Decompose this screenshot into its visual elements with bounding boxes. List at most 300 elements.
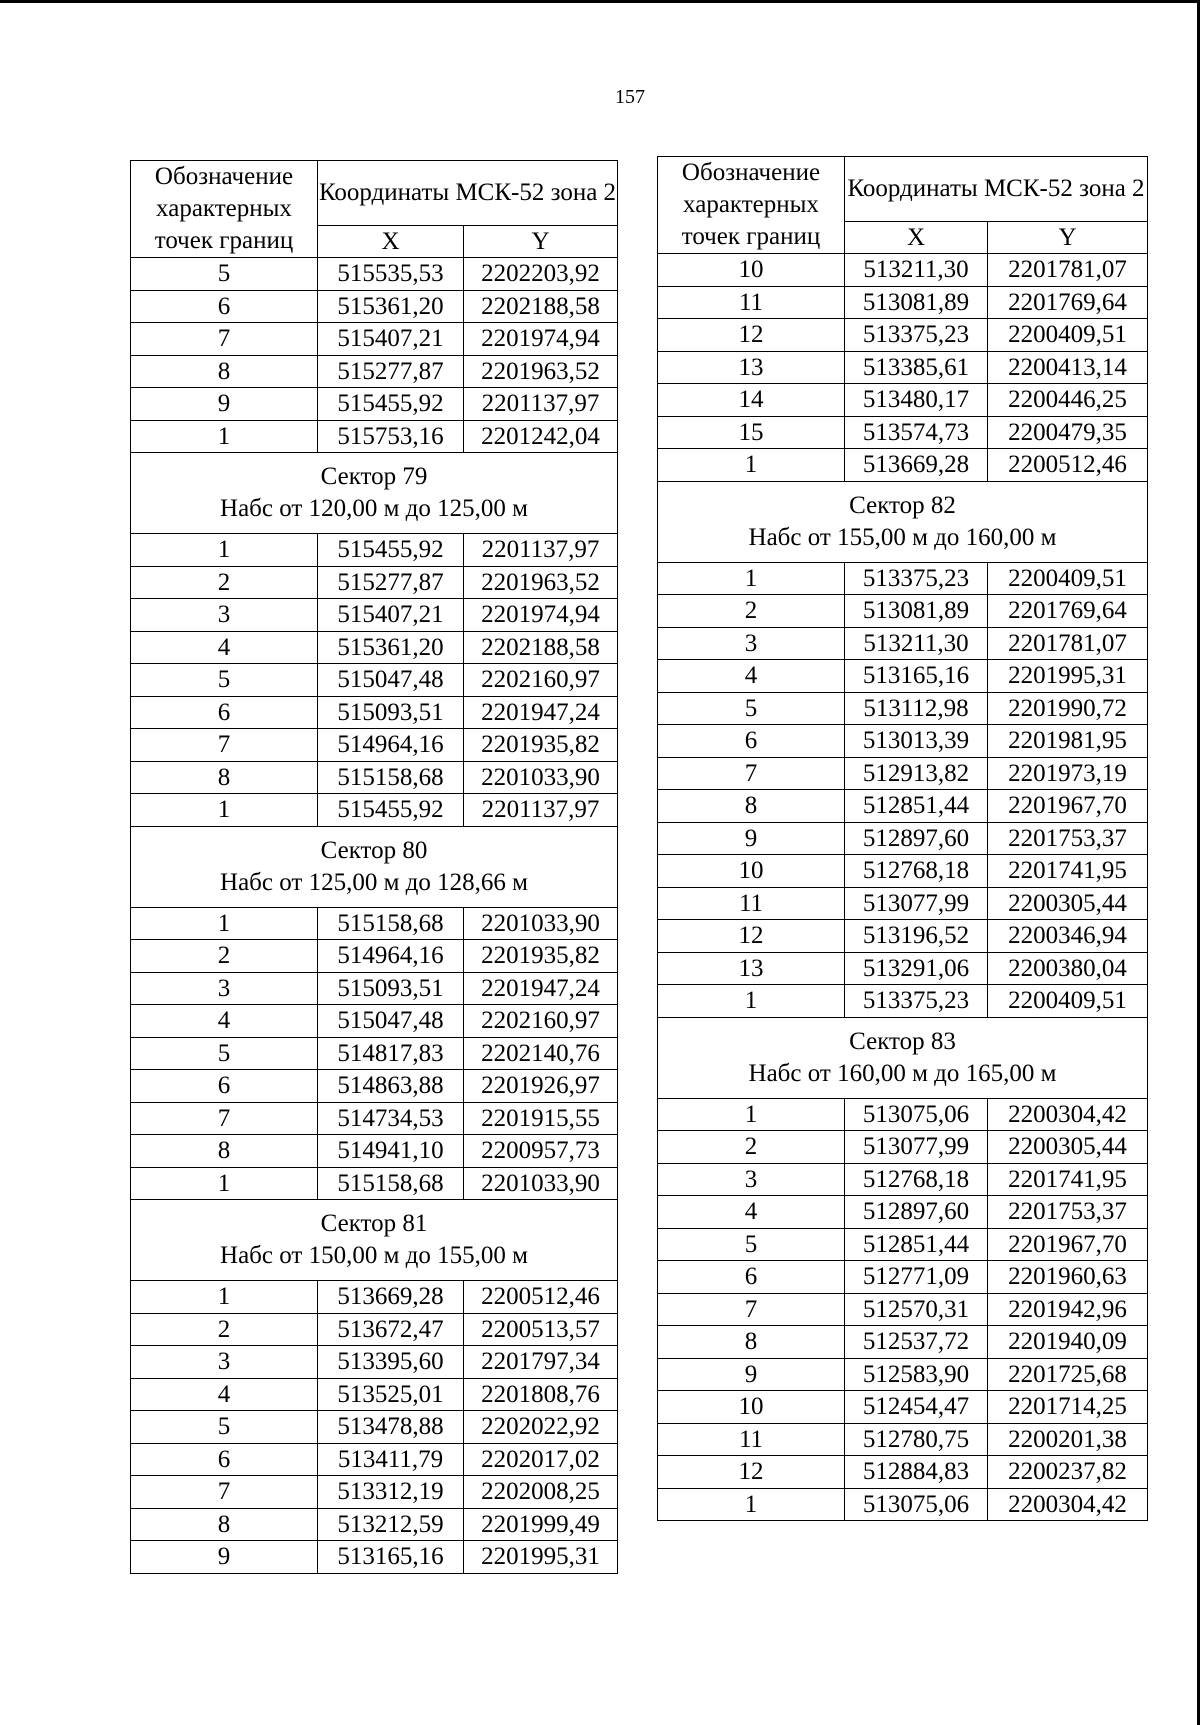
point-number-cell: 5 (131, 1411, 318, 1444)
point-number-cell: 10 (658, 254, 845, 287)
y-coordinate-cell: 2201963,52 (464, 566, 618, 599)
x-coordinate-cell: 515407,21 (318, 599, 464, 632)
table-row (658, 757, 1148, 790)
y-coordinate-cell: 2201942,96 (988, 1293, 1148, 1326)
y-coordinate-cell: 2201995,31 (988, 660, 1148, 693)
point-number-cell: 7 (131, 729, 318, 762)
table-row (131, 1005, 618, 1038)
point-number-cell: 4 (131, 1005, 318, 1038)
point-number-cell: 8 (131, 355, 318, 388)
point-designation-header: Обозначение характерных точек границ (131, 161, 318, 258)
x-coordinate-cell: 512897,60 (845, 1196, 988, 1229)
table-row (658, 920, 1148, 953)
point-number-cell: 1 (131, 1167, 318, 1200)
y-coordinate-cell: 2200479,35 (988, 416, 1148, 449)
sector-heading-row (131, 826, 618, 907)
y-coordinate-cell: 2201741,95 (988, 855, 1148, 888)
table-row (658, 1261, 1148, 1294)
point-number-cell: 1 (658, 985, 845, 1018)
point-number-cell: 3 (131, 972, 318, 1005)
x-coordinate-cell: 513525,01 (318, 1378, 464, 1411)
table-row (658, 319, 1148, 352)
x-coordinate-cell: 513291,06 (845, 952, 988, 985)
table-row (658, 985, 1148, 1018)
sector-heading (131, 826, 618, 907)
x-coordinate-cell: 513669,28 (845, 449, 988, 482)
point-number-cell: 2 (131, 566, 318, 599)
table-row (131, 1443, 618, 1476)
point-number-cell: 2 (131, 1313, 318, 1346)
table-row (658, 627, 1148, 660)
point-number-cell: 5 (658, 692, 845, 725)
y-coordinate-cell: 2202160,97 (464, 1005, 618, 1038)
x-coordinate-cell: 513375,23 (845, 562, 988, 595)
x-coordinate-cell: 512537,72 (845, 1326, 988, 1359)
y-coordinate-cell: 2202188,58 (464, 631, 618, 664)
y-coordinate-cell: 2201960,63 (988, 1261, 1148, 1294)
table-row (131, 258, 618, 291)
y-coordinate-cell: 2201033,90 (464, 761, 618, 794)
y-coordinate-cell: 2201967,70 (988, 1228, 1148, 1261)
y-coordinate-cell: 2201963,52 (464, 355, 618, 388)
x-coordinate-cell: 512884,83 (845, 1456, 988, 1489)
x-coordinate-cell: 514941,10 (318, 1135, 464, 1168)
y-coordinate-cell: 2201781,07 (988, 627, 1148, 660)
x-coordinate-cell: 512454,47 (845, 1391, 988, 1424)
point-number-cell: 3 (131, 599, 318, 632)
x-coordinate-cell: 512851,44 (845, 790, 988, 823)
y-coordinate-cell: 2201935,82 (464, 940, 618, 973)
x-coordinate-cell: 512897,60 (845, 822, 988, 855)
table-row (658, 855, 1148, 888)
point-number-cell: 15 (658, 416, 845, 449)
y-coordinate-cell: 2200304,42 (988, 1098, 1148, 1131)
table-row (658, 1228, 1148, 1261)
table-row (658, 692, 1148, 725)
table-row (131, 907, 618, 940)
y-coordinate-cell: 2201753,37 (988, 1196, 1148, 1229)
x-coordinate-cell: 513077,99 (845, 1131, 988, 1164)
table-row (658, 351, 1148, 384)
x-coordinate-cell: 515535,53 (318, 258, 464, 291)
point-number-cell: 8 (131, 761, 318, 794)
x-coordinate-cell: 512583,90 (845, 1358, 988, 1391)
sector-elevation-range: Набс от 120,00 м до 125,00 м (220, 495, 528, 522)
table-row (658, 1488, 1148, 1521)
y-coordinate-cell: 2200409,51 (988, 319, 1148, 352)
x-coordinate-cell: 513112,98 (845, 692, 988, 725)
x-coordinate-cell: 515047,48 (318, 1005, 464, 1038)
coordinates-header: Координаты МСК-52 зона 2 (845, 157, 1148, 222)
point-number-cell: 7 (131, 1476, 318, 1509)
table-row (131, 1281, 618, 1314)
point-number-cell: 6 (131, 696, 318, 729)
y-coordinate-cell: 2201926,97 (464, 1070, 618, 1103)
sector-heading-row (131, 453, 618, 534)
table-row (131, 388, 618, 421)
table-row (658, 1326, 1148, 1359)
point-number-cell: 6 (131, 1070, 318, 1103)
x-coordinate-cell: 513480,17 (845, 384, 988, 417)
x-coordinate-cell: 515361,20 (318, 631, 464, 664)
point-number-cell: 1 (658, 1098, 845, 1131)
x-coordinate-cell: 512851,44 (845, 1228, 988, 1261)
y-coordinate-cell: 2201995,31 (464, 1541, 618, 1574)
y-coordinate-cell: 2201741,95 (988, 1163, 1148, 1196)
point-number-cell: 11 (658, 1423, 845, 1456)
x-coordinate-cell: 513013,39 (845, 725, 988, 758)
x-header: X (318, 225, 464, 258)
table-row (131, 355, 618, 388)
table-row (658, 562, 1148, 595)
sector-heading (131, 453, 618, 534)
x-coordinate-cell: 515158,68 (318, 907, 464, 940)
table-row (131, 1135, 618, 1168)
x-header: X (845, 221, 988, 254)
y-coordinate-cell: 2200413,14 (988, 351, 1148, 384)
point-number-cell: 9 (131, 1541, 318, 1574)
y-coordinate-cell: 2202188,58 (464, 290, 618, 323)
sector-heading (658, 1017, 1148, 1098)
point-number-cell: 14 (658, 384, 845, 417)
point-number-cell: 8 (131, 1135, 318, 1168)
table-row (658, 725, 1148, 758)
point-number-cell: 2 (658, 1131, 845, 1164)
table-row (131, 534, 618, 567)
point-number-cell: 12 (658, 920, 845, 953)
y-coordinate-cell: 2201137,97 (464, 534, 618, 567)
y-coordinate-cell: 2201990,72 (988, 692, 1148, 725)
y-coordinate-cell: 2200305,44 (988, 1131, 1148, 1164)
y-coordinate-cell: 2201808,76 (464, 1378, 618, 1411)
y-coordinate-cell: 2201753,37 (988, 822, 1148, 855)
point-number-cell: 7 (131, 1102, 318, 1135)
table-row (131, 794, 618, 827)
point-designation-header: Обозначение характерных точек границ (658, 157, 845, 254)
table-row (131, 1411, 618, 1444)
y-coordinate-cell: 2201915,55 (464, 1102, 618, 1135)
point-number-cell: 10 (658, 855, 845, 888)
y-coordinate-cell: 2202203,92 (464, 258, 618, 291)
y-coordinate-cell: 2201137,97 (464, 794, 618, 827)
y-coordinate-cell: 2201769,64 (988, 286, 1148, 319)
point-number-cell: 9 (658, 822, 845, 855)
x-coordinate-cell: 513375,23 (845, 985, 988, 1018)
table-row (658, 595, 1148, 628)
x-coordinate-cell: 512780,75 (845, 1423, 988, 1456)
table-row (131, 420, 618, 453)
table-row (131, 1102, 618, 1135)
table-row (658, 660, 1148, 693)
y-coordinate-cell: 2201947,24 (464, 696, 618, 729)
x-coordinate-cell: 515277,87 (318, 566, 464, 599)
x-coordinate-cell: 515455,92 (318, 534, 464, 567)
point-number-cell: 8 (658, 790, 845, 823)
table-row (658, 1196, 1148, 1229)
point-number-cell: 1 (658, 562, 845, 595)
y-coordinate-cell: 2202160,97 (464, 664, 618, 697)
point-number-cell: 7 (658, 757, 845, 790)
coordinates-header: Координаты МСК-52 зона 2 (318, 161, 618, 226)
y-coordinate-cell: 2201033,90 (464, 1167, 618, 1200)
y-coordinate-cell: 2201973,19 (988, 757, 1148, 790)
x-coordinate-cell: 513077,99 (845, 887, 988, 920)
y-header: Y (988, 221, 1148, 254)
table-row (131, 761, 618, 794)
sector-title: Сектор 82 (849, 491, 956, 519)
x-coordinate-cell: 515455,92 (318, 388, 464, 421)
point-number-cell: 1 (131, 420, 318, 453)
point-number-cell: 12 (658, 1456, 845, 1489)
y-coordinate-cell: 2201999,49 (464, 1508, 618, 1541)
table-row (658, 1098, 1148, 1131)
point-number-cell: 6 (658, 725, 845, 758)
page-border-top (0, 0, 1200, 3)
table-row (658, 1358, 1148, 1391)
point-number-cell: 7 (658, 1293, 845, 1326)
point-number-cell: 7 (131, 323, 318, 356)
x-coordinate-cell: 515277,87 (318, 355, 464, 388)
y-coordinate-cell: 2200201,38 (988, 1423, 1148, 1456)
point-number-cell: 6 (131, 1443, 318, 1476)
table-row (131, 1378, 618, 1411)
point-number-cell: 5 (658, 1228, 845, 1261)
table-row (131, 729, 618, 762)
sector-elevation-range: Набс от 155,00 м до 160,00 м (748, 523, 1057, 551)
y-coordinate-cell: 2200346,94 (988, 920, 1148, 953)
y-coordinate-cell: 2200513,57 (464, 1313, 618, 1346)
x-coordinate-cell: 513211,30 (845, 627, 988, 660)
y-coordinate-cell: 2201242,04 (464, 420, 618, 453)
point-number-cell: 6 (658, 1261, 845, 1294)
y-coordinate-cell: 2201967,70 (988, 790, 1148, 823)
point-number-cell: 1 (131, 534, 318, 567)
x-coordinate-cell: 515455,92 (318, 794, 464, 827)
point-number-cell: 11 (658, 286, 845, 319)
x-coordinate-cell: 513081,89 (845, 595, 988, 628)
y-coordinate-cell: 2200237,82 (988, 1456, 1148, 1489)
table-row (658, 1293, 1148, 1326)
y-coordinate-cell: 2201781,07 (988, 254, 1148, 287)
x-coordinate-cell: 513385,61 (845, 351, 988, 384)
y-coordinate-cell: 2201947,24 (464, 972, 618, 1005)
point-number-cell: 4 (658, 660, 845, 693)
x-coordinate-cell: 513669,28 (318, 1281, 464, 1314)
table-row (131, 1541, 618, 1574)
sector-elevation-range: Набс от 150,00 м до 155,00 м (220, 1242, 528, 1269)
table-row (131, 1070, 618, 1103)
x-coordinate-cell: 513211,30 (845, 254, 988, 287)
point-number-cell: 10 (658, 1391, 845, 1424)
sector-elevation-range: Набс от 125,00 м до 128,66 м (220, 868, 528, 896)
y-coordinate-cell: 2201797,34 (464, 1346, 618, 1379)
x-coordinate-cell: 513081,89 (845, 286, 988, 319)
point-number-cell: 1 (131, 907, 318, 940)
x-coordinate-cell: 515047,48 (318, 664, 464, 697)
point-number-cell: 5 (131, 258, 318, 291)
x-coordinate-cell: 515158,68 (318, 761, 464, 794)
point-number-cell: 4 (658, 1196, 845, 1229)
x-coordinate-cell: 515093,51 (318, 696, 464, 729)
table-row (658, 384, 1148, 417)
y-coordinate-cell: 2201974,94 (464, 599, 618, 632)
x-coordinate-cell: 514964,16 (318, 729, 464, 762)
table-row (131, 631, 618, 664)
y-coordinate-cell: 2201137,97 (464, 388, 618, 421)
sector-heading-row (658, 481, 1148, 562)
table-row (131, 1313, 618, 1346)
y-coordinate-cell: 2201769,64 (988, 595, 1148, 628)
table-row (131, 940, 618, 973)
x-coordinate-cell: 513375,23 (845, 319, 988, 352)
x-coordinate-cell: 514964,16 (318, 940, 464, 973)
y-coordinate-cell: 2201940,09 (988, 1326, 1148, 1359)
table-row (131, 1167, 618, 1200)
table-row (658, 1423, 1148, 1456)
y-coordinate-cell: 2200512,46 (464, 1281, 618, 1314)
table-row (131, 664, 618, 697)
point-number-cell: 3 (658, 1163, 845, 1196)
point-number-cell: 6 (131, 290, 318, 323)
point-number-cell: 9 (131, 388, 318, 421)
x-coordinate-cell: 512913,82 (845, 757, 988, 790)
sector-heading-row (131, 1200, 618, 1281)
table-row (131, 1346, 618, 1379)
table-row (658, 1391, 1148, 1424)
point-number-cell: 13 (658, 351, 845, 384)
table-row (658, 822, 1148, 855)
x-coordinate-cell: 513312,19 (318, 1476, 464, 1509)
x-coordinate-cell: 513574,73 (845, 416, 988, 449)
point-number-cell: 3 (658, 627, 845, 660)
point-number-cell: 8 (131, 1508, 318, 1541)
sector-heading-row (658, 1017, 1148, 1098)
point-number-cell: 4 (131, 631, 318, 664)
point-number-cell: 1 (131, 1281, 318, 1314)
x-coordinate-cell: 513212,59 (318, 1508, 464, 1541)
x-coordinate-cell: 513165,16 (318, 1541, 464, 1574)
table-row (658, 449, 1148, 482)
table-row (131, 1037, 618, 1070)
y-coordinate-cell: 2201981,95 (988, 725, 1148, 758)
y-coordinate-cell: 2201974,94 (464, 323, 618, 356)
table-row (131, 696, 618, 729)
sector-heading (131, 1200, 618, 1281)
table-row (658, 1456, 1148, 1489)
x-coordinate-cell: 513075,06 (845, 1098, 988, 1131)
sector-title: Сектор 81 (320, 1210, 428, 1237)
point-number-cell: 9 (658, 1358, 845, 1391)
point-number-cell: 1 (658, 449, 845, 482)
x-coordinate-cell: 514863,88 (318, 1070, 464, 1103)
x-coordinate-cell: 512768,18 (845, 855, 988, 888)
x-coordinate-cell: 515093,51 (318, 972, 464, 1005)
x-coordinate-cell: 514734,53 (318, 1102, 464, 1135)
y-coordinate-cell: 2202017,02 (464, 1443, 618, 1476)
point-number-cell: 12 (658, 319, 845, 352)
sector-title: Сектор 80 (320, 836, 428, 864)
point-number-cell: 11 (658, 887, 845, 920)
x-coordinate-cell: 515407,21 (318, 323, 464, 356)
sector-heading (658, 481, 1148, 562)
y-coordinate-cell: 2200957,73 (464, 1135, 618, 1168)
table-header-row (131, 161, 618, 226)
x-coordinate-cell: 512570,31 (845, 1293, 988, 1326)
y-coordinate-cell: 2200304,42 (988, 1488, 1148, 1521)
sector-elevation-range: Набс от 160,00 м до 165,00 м (748, 1059, 1057, 1087)
y-coordinate-cell: 2202140,76 (464, 1037, 618, 1070)
y-coordinate-cell: 2202008,25 (464, 1476, 618, 1509)
point-number-cell: 13 (658, 952, 845, 985)
x-coordinate-cell: 515158,68 (318, 1167, 464, 1200)
table-row (131, 599, 618, 632)
sector-title: Сектор 79 (320, 463, 428, 490)
point-number-cell: 1 (131, 794, 318, 827)
table-row (131, 566, 618, 599)
point-number-cell: 5 (131, 664, 318, 697)
table-row (658, 952, 1148, 985)
table-row (658, 286, 1148, 319)
table-row (658, 254, 1148, 287)
y-header: Y (464, 225, 618, 258)
x-coordinate-cell: 513165,16 (845, 660, 988, 693)
y-coordinate-cell: 2201714,25 (988, 1391, 1148, 1424)
point-number-cell: 2 (658, 595, 845, 628)
x-coordinate-cell: 515753,16 (318, 420, 464, 453)
x-coordinate-cell: 513478,88 (318, 1411, 464, 1444)
x-coordinate-cell: 515361,20 (318, 290, 464, 323)
table-row (131, 972, 618, 1005)
table-row (131, 290, 618, 323)
point-number-cell: 1 (658, 1488, 845, 1521)
table-row (131, 323, 618, 356)
x-coordinate-cell: 513395,60 (318, 1346, 464, 1379)
y-coordinate-cell: 2201725,68 (988, 1358, 1148, 1391)
sector-title: Сектор 83 (849, 1027, 956, 1055)
table-row (658, 416, 1148, 449)
table-header-row (658, 157, 1148, 222)
table-row (658, 887, 1148, 920)
point-number-cell: 8 (658, 1326, 845, 1359)
coordinates-table-right (657, 156, 1148, 1521)
x-coordinate-cell: 513075,06 (845, 1488, 988, 1521)
page-number: 157 (615, 86, 645, 108)
y-coordinate-cell: 2201935,82 (464, 729, 618, 762)
point-number-cell: 2 (131, 940, 318, 973)
table-row (131, 1508, 618, 1541)
table-row (658, 1131, 1148, 1164)
table-row (658, 1163, 1148, 1196)
x-coordinate-cell: 512771,09 (845, 1261, 988, 1294)
x-coordinate-cell: 513672,47 (318, 1313, 464, 1346)
table-row (658, 790, 1148, 823)
point-number-cell: 4 (131, 1378, 318, 1411)
coordinates-table-left (130, 160, 618, 1574)
y-coordinate-cell: 2200446,25 (988, 384, 1148, 417)
y-coordinate-cell: 2200409,51 (988, 562, 1148, 595)
x-coordinate-cell: 513411,79 (318, 1443, 464, 1476)
y-coordinate-cell: 2201033,90 (464, 907, 618, 940)
table-row (131, 1476, 618, 1509)
x-coordinate-cell: 512768,18 (845, 1163, 988, 1196)
x-coordinate-cell: 514817,83 (318, 1037, 464, 1070)
y-coordinate-cell: 2200305,44 (988, 887, 1148, 920)
point-number-cell: 3 (131, 1346, 318, 1379)
y-coordinate-cell: 2202022,92 (464, 1411, 618, 1444)
y-coordinate-cell: 2200409,51 (988, 985, 1148, 1018)
x-coordinate-cell: 513196,52 (845, 920, 988, 953)
y-coordinate-cell: 2200380,04 (988, 952, 1148, 985)
